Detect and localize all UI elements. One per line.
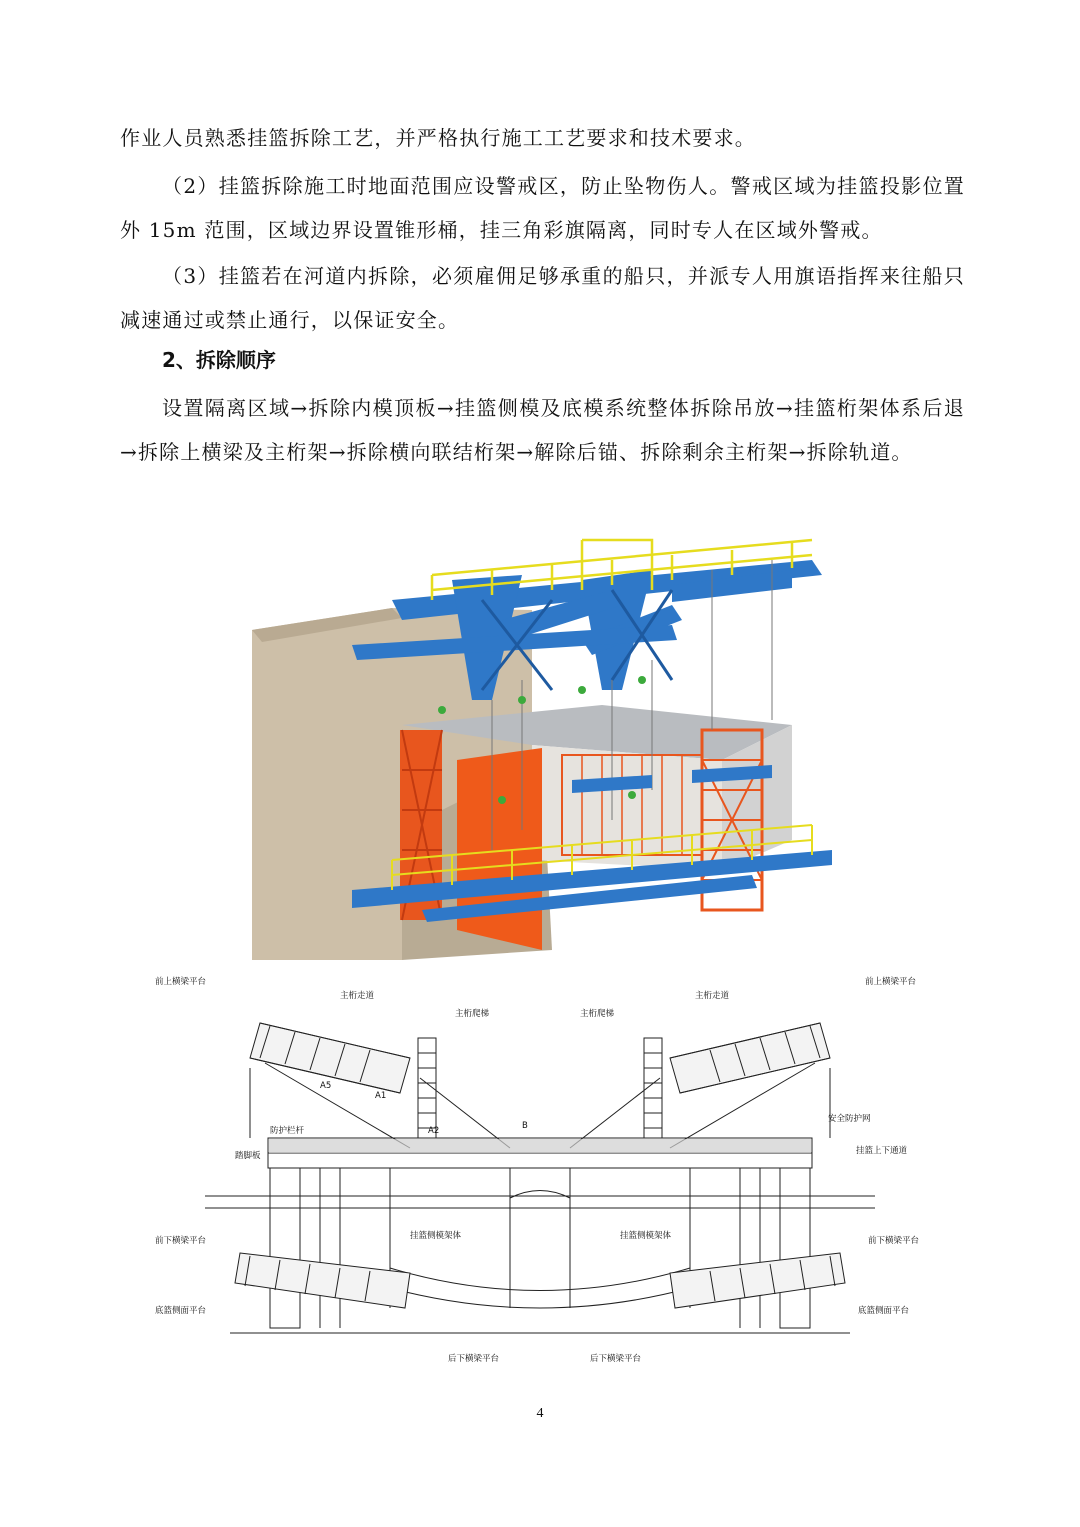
form-traveller-3d-illustration — [252, 530, 832, 960]
label-bottom-side-right: 底篮侧面平台 — [858, 1306, 910, 1316]
label-member-a1: A1 — [375, 1091, 387, 1101]
page-number: 4 — [536, 1406, 544, 1421]
label-front-upper-right: 前上横梁平台 — [865, 977, 917, 987]
label-guardrail: 防护栏杆 — [270, 1126, 305, 1136]
cross-section-drawing — [150, 968, 930, 1368]
label-bottom-side-left: 底篮侧面平台 — [155, 1306, 207, 1316]
label-rear-lower-left: 后下横梁平台 — [448, 1354, 500, 1364]
label-updown-way: 挂篮上下通道 — [856, 1146, 908, 1156]
label-side-frame-right: 挂篮侧模架体 — [620, 1231, 672, 1241]
paragraph-continued: 作业人员熟悉挂篮拆除工艺，并严格执行施工工艺要求和技术要求。 — [120, 126, 756, 150]
sequence-paragraph: 设置隔离区域→拆除内模顶板→挂篮侧模及底模系统整体拆除吊放→挂篮桁架体系后退→拆除上横梁及主桁架→拆除横向联结桁架→解除后锚、拆除剩余主桁架→拆除轨道。 — [120, 396, 965, 464]
label-safety-net: 安全防护网 — [828, 1114, 871, 1124]
label-main-walk-left: 主桁走道 — [340, 991, 375, 1001]
section-heading: 2、拆除顺序 — [162, 348, 276, 372]
label-member-a5: A5 — [320, 1081, 332, 1091]
label-ladder-left: 主桁爬梯 — [455, 1009, 490, 1019]
paragraph-item-3: （3）挂篮若在河道内拆除，必须雇佣足够承重的船只，并派专人用旗语指挥来往船只减速通过或禁止通行，以保证安全。 — [120, 264, 965, 332]
label-footboard: 踏脚板 — [235, 1151, 261, 1161]
paragraph-item-2: （2）挂篮拆除施工时地面范围应设警戒区，防止坠物伤人。警戒区域为挂篮投影位置外 15m 范围，区域边界设置锥形桶，挂三角彩旗隔离，同时专人在区域外警戒。 — [120, 174, 965, 242]
label-member-a2: A2 — [428, 1126, 440, 1136]
label-member-b: B — [522, 1121, 528, 1131]
label-front-lower-left: 前下横梁平台 — [155, 1236, 207, 1246]
label-rear-lower-right: 后下横梁平台 — [590, 1354, 642, 1364]
label-main-walk-right: 主桁走道 — [695, 991, 730, 1001]
label-front-upper-left: 前上横梁平台 — [155, 977, 207, 987]
label-ladder-right: 主桁爬梯 — [580, 1009, 615, 1019]
label-front-lower-right: 前下横梁平台 — [868, 1236, 920, 1246]
label-side-frame-left: 挂篮侧模架体 — [410, 1231, 462, 1241]
